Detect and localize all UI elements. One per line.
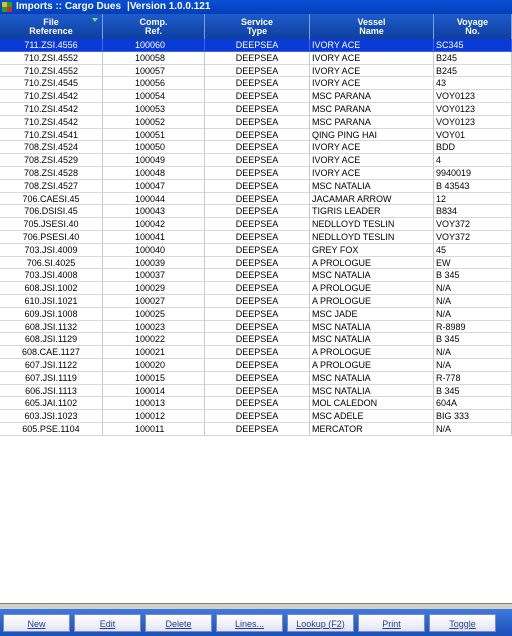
window-titlebar <box>0 0 512 14</box>
vessel-name-cell: NEDLLOYD TESLIN <box>310 231 434 244</box>
service-type-cell: DEEPSEA <box>205 116 310 129</box>
voyage-no-cell: BIG 333 <box>434 410 512 423</box>
service-type-cell: DEEPSEA <box>205 77 310 90</box>
lookup-button[interactable]: Lookup (F2) <box>287 614 354 632</box>
comp-ref-cell: 100011 <box>103 423 205 436</box>
file-reference-cell: 710.ZSI.4552 <box>0 52 103 65</box>
table-row[interactable] <box>0 308 512 321</box>
toggle-button[interactable]: Toggle <box>429 614 496 632</box>
vessel-name-cell: MSC NATALIA <box>310 333 434 346</box>
vessel-name-cell: IVORY ACE <box>310 39 434 52</box>
voyage-no-cell: N/A <box>434 295 512 308</box>
service-type-cell: DEEPSEA <box>205 90 310 103</box>
vessel-name-cell: MSC PARANA <box>310 116 434 129</box>
vessel-name-cell: IVORY ACE <box>310 167 434 180</box>
voyage-no-cell: B 345 <box>434 333 512 346</box>
vessel-name-cell: IVORY ACE <box>310 65 434 78</box>
table-row[interactable] <box>0 129 512 142</box>
comp-ref-cell: 100025 <box>103 308 205 321</box>
comp-ref-cell: 100027 <box>103 295 205 308</box>
file-reference-cell: 706.CAESI.45 <box>0 193 103 206</box>
vessel-name-cell: MSC NATALIA <box>310 372 434 385</box>
column-header-vessel-name[interactable]: Vessel Name <box>310 14 434 39</box>
sort-descending-icon <box>92 18 98 22</box>
file-reference-cell: 706.DSISI.45 <box>0 205 103 218</box>
comp-ref-cell: 100042 <box>103 218 205 231</box>
voyage-no-cell: VOY01 <box>434 129 512 142</box>
voyage-no-cell: N/A <box>434 308 512 321</box>
service-type-cell: DEEPSEA <box>205 321 310 334</box>
vessel-name-cell: QING PING HAI <box>310 129 434 142</box>
voyage-no-cell: 45 <box>434 244 512 257</box>
table-row[interactable] <box>0 346 512 359</box>
service-type-cell: DEEPSEA <box>205 180 310 193</box>
service-type-cell: DEEPSEA <box>205 167 310 180</box>
file-reference-cell: 706.PSESI.40 <box>0 231 103 244</box>
vessel-name-cell: A PROLOGUE <box>310 359 434 372</box>
file-reference-cell: 610.JSI.1021 <box>0 295 103 308</box>
voyage-no-cell: VOY372 <box>434 231 512 244</box>
service-type-cell: DEEPSEA <box>205 129 310 142</box>
table-row[interactable] <box>0 321 512 334</box>
vessel-name-cell: MSC PARANA <box>310 90 434 103</box>
table-row[interactable] <box>0 397 512 410</box>
file-reference-cell: 710.ZSI.4542 <box>0 116 103 129</box>
table-row[interactable] <box>0 141 512 154</box>
table-row[interactable] <box>0 423 512 436</box>
voyage-no-cell: BDD <box>434 141 512 154</box>
comp-ref-cell: 100037 <box>103 269 205 282</box>
table-row[interactable] <box>0 180 512 193</box>
voyage-no-cell: VOY0123 <box>434 90 512 103</box>
vessel-name-cell: A PROLOGUE <box>310 282 434 295</box>
service-type-cell: DEEPSEA <box>205 65 310 78</box>
service-type-cell: DEEPSEA <box>205 154 310 167</box>
table-row[interactable] <box>0 257 512 270</box>
voyage-no-cell: 43 <box>434 77 512 90</box>
column-header-file-reference[interactable]: File Reference <box>0 14 103 39</box>
service-type-cell: DEEPSEA <box>205 193 310 206</box>
comp-ref-cell: 100057 <box>103 65 205 78</box>
voyage-no-cell: VOY0123 <box>434 103 512 116</box>
file-reference-cell: 710.ZSI.4542 <box>0 90 103 103</box>
file-reference-cell: 710.ZSI.4552 <box>0 65 103 78</box>
comp-ref-cell: 100054 <box>103 90 205 103</box>
vessel-name-cell: MSC PARANA <box>310 103 434 116</box>
file-reference-cell: 605.PSE.1104 <box>0 423 103 436</box>
file-reference-cell: 608.JSI.1132 <box>0 321 103 334</box>
column-header-service-type[interactable]: Service Type <box>205 14 310 39</box>
table-row[interactable] <box>0 231 512 244</box>
table-row[interactable] <box>0 167 512 180</box>
vessel-name-cell: A PROLOGUE <box>310 257 434 270</box>
voyage-no-cell: B 345 <box>434 269 512 282</box>
comp-ref-cell: 100023 <box>103 321 205 334</box>
table-row[interactable] <box>0 410 512 423</box>
voyage-no-cell: N/A <box>434 282 512 295</box>
file-reference-cell: 703.JSI.4009 <box>0 244 103 257</box>
table-row[interactable] <box>0 103 512 116</box>
service-type-cell: DEEPSEA <box>205 397 310 410</box>
service-type-cell: DEEPSEA <box>205 103 310 116</box>
voyage-no-cell: N/A <box>434 359 512 372</box>
table-row[interactable] <box>0 359 512 372</box>
comp-ref-cell: 100043 <box>103 205 205 218</box>
vessel-name-cell: MSC NATALIA <box>310 180 434 193</box>
voyage-no-cell: R-8989 <box>434 321 512 334</box>
comp-ref-cell: 100020 <box>103 359 205 372</box>
table-row[interactable] <box>0 154 512 167</box>
comp-ref-cell: 100015 <box>103 372 205 385</box>
table-row[interactable] <box>0 65 512 78</box>
table-row[interactable] <box>0 90 512 103</box>
comp-ref-cell: 100040 <box>103 244 205 257</box>
service-type-cell: DEEPSEA <box>205 282 310 295</box>
comp-ref-cell: 100039 <box>103 257 205 270</box>
service-type-cell: DEEPSEA <box>205 39 310 52</box>
table-row[interactable] <box>0 205 512 218</box>
service-type-cell: DEEPSEA <box>205 295 310 308</box>
service-type-cell: DEEPSEA <box>205 346 310 359</box>
vessel-name-cell: MSC ADELE <box>310 410 434 423</box>
table-row[interactable] <box>0 385 512 398</box>
service-type-cell: DEEPSEA <box>205 52 310 65</box>
file-reference-cell: 608.JSI.1002 <box>0 282 103 295</box>
app-icon <box>2 2 12 12</box>
service-type-cell: DEEPSEA <box>205 269 310 282</box>
table-row[interactable] <box>0 52 512 65</box>
cargo-dues-grid <box>0 14 512 436</box>
table-row[interactable] <box>0 333 512 346</box>
table-row[interactable] <box>0 269 512 282</box>
vessel-name-cell: GREY FOX <box>310 244 434 257</box>
voyage-no-cell: B 345 <box>434 385 512 398</box>
service-type-cell: DEEPSEA <box>205 410 310 423</box>
window-title: Imports :: Cargo Dues <box>16 1 122 12</box>
table-row[interactable] <box>0 282 512 295</box>
service-type-cell: DEEPSEA <box>205 359 310 372</box>
file-reference-cell: 705.JSESI.40 <box>0 218 103 231</box>
service-type-cell: DEEPSEA <box>205 308 310 321</box>
vessel-name-cell: MERCATOR <box>310 423 434 436</box>
comp-ref-cell: 100022 <box>103 333 205 346</box>
file-reference-cell: 607.JSI.1119 <box>0 372 103 385</box>
service-type-cell: DEEPSEA <box>205 372 310 385</box>
file-reference-cell: 708.ZSI.4529 <box>0 154 103 167</box>
comp-ref-cell: 100050 <box>103 141 205 154</box>
service-type-cell: DEEPSEA <box>205 423 310 436</box>
comp-ref-cell: 100060 <box>103 39 205 52</box>
vessel-name-cell: A PROLOGUE <box>310 295 434 308</box>
comp-ref-cell: 100048 <box>103 167 205 180</box>
vessel-name-cell: JACAMAR ARROW <box>310 193 434 206</box>
file-reference-cell: 708.ZSI.4524 <box>0 141 103 154</box>
comp-ref-cell: 100049 <box>103 154 205 167</box>
voyage-no-cell: 604A <box>434 397 512 410</box>
table-row[interactable] <box>0 295 512 308</box>
table-row[interactable] <box>0 116 512 129</box>
file-reference-cell: 710.ZSI.4542 <box>0 103 103 116</box>
voyage-no-cell: N/A <box>434 346 512 359</box>
comp-ref-cell: 100056 <box>103 77 205 90</box>
file-reference-cell: 606.JSI.1113 <box>0 385 103 398</box>
file-reference-cell: 703.JSI.4008 <box>0 269 103 282</box>
voyage-no-cell: 9940019 <box>434 167 512 180</box>
table-row[interactable] <box>0 39 512 52</box>
lines-button[interactable]: Lines... <box>216 614 283 632</box>
window-version: |Version 1.0.0.121 <box>127 1 211 12</box>
comp-ref-cell: 100044 <box>103 193 205 206</box>
service-type-cell: DEEPSEA <box>205 141 310 154</box>
voyage-no-cell: VOY0123 <box>434 116 512 129</box>
comp-ref-cell: 100047 <box>103 180 205 193</box>
file-reference-cell: 608.JSI.1129 <box>0 333 103 346</box>
table-row[interactable] <box>0 244 512 257</box>
comp-ref-cell: 100041 <box>103 231 205 244</box>
voyage-no-cell: 4 <box>434 154 512 167</box>
new-button[interactable]: New <box>3 614 70 632</box>
file-reference-cell: 706.SI.4025 <box>0 257 103 270</box>
voyage-no-cell: N/A <box>434 423 512 436</box>
file-reference-cell: 605.JAI.1102 <box>0 397 103 410</box>
delete-button[interactable]: Delete <box>145 614 212 632</box>
vessel-name-cell: MSC NATALIA <box>310 269 434 282</box>
voyage-no-cell: 12 <box>434 193 512 206</box>
grid-header <box>0 14 512 39</box>
voyage-no-cell: SC345 <box>434 39 512 52</box>
comp-ref-cell: 100012 <box>103 410 205 423</box>
file-reference-cell: 603.JSI.1023 <box>0 410 103 423</box>
table-row[interactable] <box>0 372 512 385</box>
service-type-cell: DEEPSEA <box>205 333 310 346</box>
service-type-cell: DEEPSEA <box>205 385 310 398</box>
file-reference-cell: 608.CAE.1127 <box>0 346 103 359</box>
vessel-name-cell: A PROLOGUE <box>310 346 434 359</box>
vessel-name-cell: MOL CALEDON <box>310 397 434 410</box>
vessel-name-cell: IVORY ACE <box>310 52 434 65</box>
voyage-no-cell: VOY372 <box>434 218 512 231</box>
grid-body <box>0 39 512 436</box>
file-reference-cell: 710.ZSI.4545 <box>0 77 103 90</box>
file-reference-cell: 609.JSI.1008 <box>0 308 103 321</box>
table-row[interactable] <box>0 77 512 90</box>
service-type-cell: DEEPSEA <box>205 257 310 270</box>
service-type-cell: DEEPSEA <box>205 205 310 218</box>
file-reference-cell: 607.JSI.1122 <box>0 359 103 372</box>
print-button[interactable]: Print <box>358 614 425 632</box>
edit-button[interactable]: Edit <box>74 614 141 632</box>
vessel-name-cell: TIGRIS LEADER <box>310 205 434 218</box>
comp-ref-cell: 100058 <box>103 52 205 65</box>
voyage-no-cell: B245 <box>434 52 512 65</box>
vessel-name-cell: NEDLLOYD TESLIN <box>310 218 434 231</box>
column-header-voyage-no[interactable]: Voyage No. <box>434 14 512 39</box>
voyage-no-cell: EW <box>434 257 512 270</box>
table-row[interactable] <box>0 218 512 231</box>
file-reference-cell: 708.ZSI.4528 <box>0 167 103 180</box>
comp-ref-cell: 100013 <box>103 397 205 410</box>
comp-ref-cell: 100052 <box>103 116 205 129</box>
action-toolbar <box>0 609 512 636</box>
comp-ref-cell: 100029 <box>103 282 205 295</box>
vessel-name-cell: IVORY ACE <box>310 77 434 90</box>
vessel-name-cell: MSC JADE <box>310 308 434 321</box>
comp-ref-cell: 100053 <box>103 103 205 116</box>
voyage-no-cell: B245 <box>434 65 512 78</box>
voyage-no-cell: R-778 <box>434 372 512 385</box>
table-row[interactable] <box>0 193 512 206</box>
service-type-cell: DEEPSEA <box>205 244 310 257</box>
vessel-name-cell: MSC NATALIA <box>310 321 434 334</box>
voyage-no-cell: B834 <box>434 205 512 218</box>
vessel-name-cell: IVORY ACE <box>310 141 434 154</box>
voyage-no-cell: B 43543 <box>434 180 512 193</box>
vessel-name-cell: MSC NATALIA <box>310 385 434 398</box>
service-type-cell: DEEPSEA <box>205 218 310 231</box>
service-type-cell: DEEPSEA <box>205 231 310 244</box>
comp-ref-cell: 100014 <box>103 385 205 398</box>
comp-ref-cell: 100051 <box>103 129 205 142</box>
file-reference-cell: 708.ZSI.4527 <box>0 180 103 193</box>
file-reference-cell: 711.ZSI.4556 <box>0 39 103 52</box>
file-reference-cell: 710.ZSI.4541 <box>0 129 103 142</box>
vessel-name-cell: IVORY ACE <box>310 154 434 167</box>
comp-ref-cell: 100021 <box>103 346 205 359</box>
column-header-comp-ref[interactable]: Comp. Ref. <box>103 14 205 39</box>
